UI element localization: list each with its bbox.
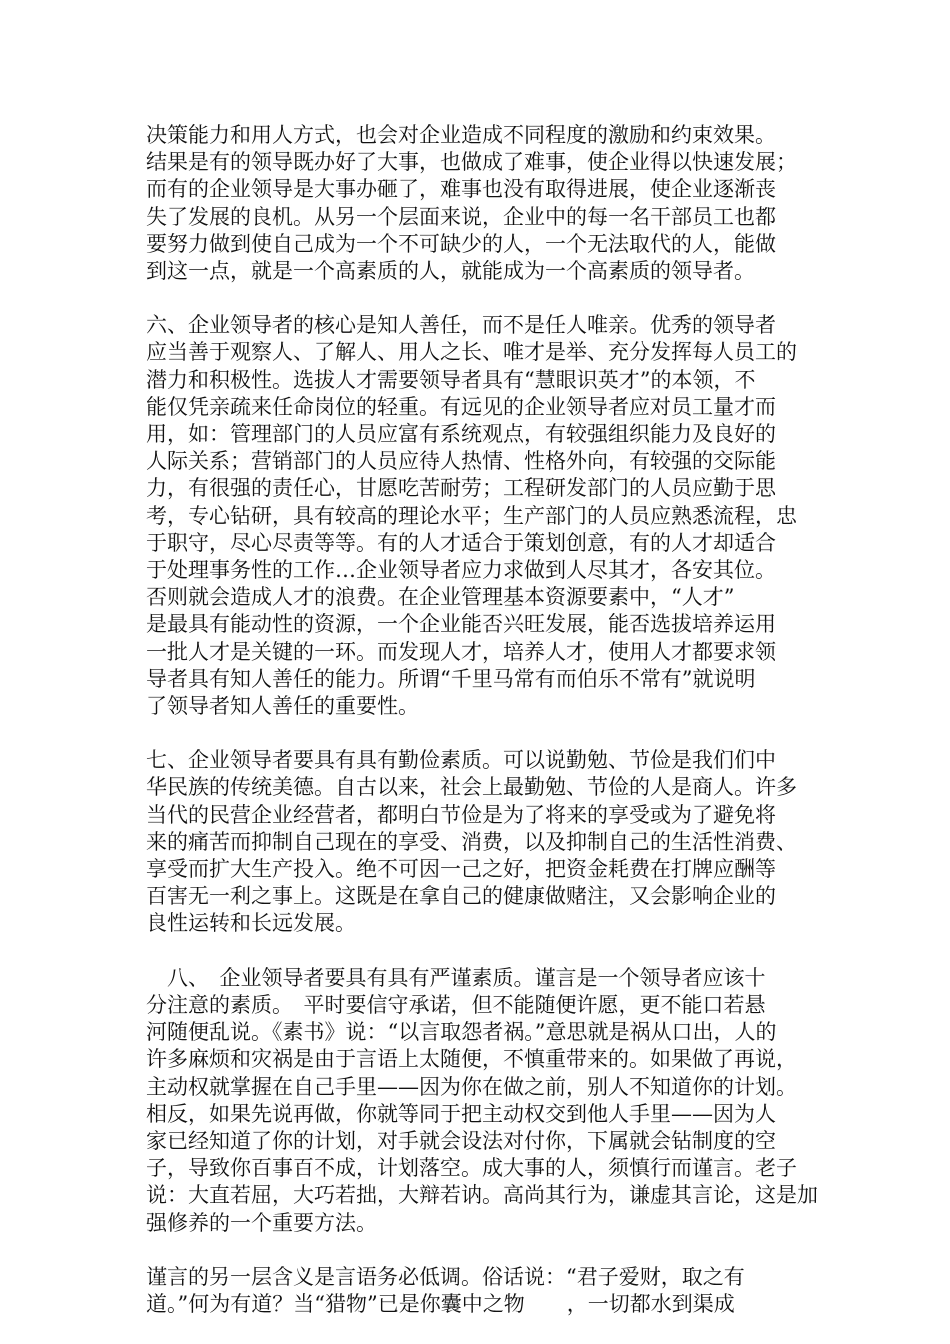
text-line: 主动权就掌握在自己手里——因为你在做之前，别人不知道你的计划。 bbox=[146, 1074, 797, 1099]
text-line: 良性运转和长远发展。 bbox=[146, 911, 356, 936]
paragraph-careful-speech bbox=[146, 1264, 808, 1318]
text-line: 强修养的一个重要方法。 bbox=[146, 1210, 377, 1235]
paragraph-section-six bbox=[146, 312, 808, 720]
text-line: 许多麻烦和灾祸是由于言语上太随便，不慎重带来的。如果做了再说， bbox=[146, 1047, 797, 1072]
document-body bbox=[146, 122, 818, 1318]
text-line: 要努力做到使自己成为一个不可缺少的人，一个无法取代的人，能做 bbox=[146, 231, 776, 256]
text-line: 相反，如果先说再做，你就等同于把主动权交到他人手里——因为人 bbox=[146, 1101, 776, 1126]
text-line: 说：大直若屈，大巧若拙，大辩若讷。高尚其行为，谦虚其言论，这是加 bbox=[146, 1183, 818, 1208]
paragraph-section-eight bbox=[146, 965, 818, 1237]
text-line: 考，专心钻研，具有较高的理论水平；生产部门的人员应熟悉流程，忠 bbox=[146, 503, 797, 528]
paragraph-decision-ability bbox=[146, 122, 808, 285]
text-line: 了领导者知人善任的重要性。 bbox=[146, 694, 419, 719]
text-line: 于职守，尽心尽责等等。有的人才适合于策划创意，有的人才却适合 bbox=[146, 530, 776, 555]
text-line: 人际关系；营销部门的人员应待人热情、性格外向，有较强的交际能 bbox=[146, 449, 776, 474]
text-line: 六、企业领导者的核心是知人善任，而不是任人唯亲。优秀的领导者 bbox=[146, 313, 776, 338]
text-line: 应当善于观察人、了解人、用人之长、唯才是举、充分发挥每人员工的 bbox=[146, 340, 797, 365]
text-line: 决策能力和用人方式，也会对企业造成不同程度的激励和约束效果。 bbox=[146, 123, 776, 147]
paragraph-spacer bbox=[146, 285, 808, 312]
text-line: 一批人才是关键的一环。而发现人才，培养人才，使用人才都要求领 bbox=[146, 639, 776, 664]
text-line: 来的痛苦而抑制自己现在的享受、消费，以及抑制自己的生活性消费、 bbox=[146, 829, 797, 854]
text-line: 当代的民营企业经营者，都明白节俭是为了将来的享受或为了避免将 bbox=[146, 802, 776, 827]
text-line: 到这一点，就是一个高素质的人，就能成为一个高素质的领导者。 bbox=[146, 259, 755, 284]
text-line: 七、企业领导者要具有具有勤俭素质。可以说勤勉、节俭是我们们中 bbox=[146, 748, 776, 773]
text-line: 结果是有的领导既办好了大事，也做成了难事，使企业得以快速发展； bbox=[146, 150, 797, 175]
text-line: 而有的企业领导是大事办砸了，难事也没有取得进展，使企业逐渐丧 bbox=[146, 177, 776, 202]
text-line: 谨言的另一层含义是言语务必低调。俗话说：“君子爱财，取之有 bbox=[146, 1264, 745, 1289]
text-line: 能仅凭亲疏来任命岗位的轻重。有远见的企业领导者应对员工量才而 bbox=[146, 394, 776, 419]
text-line: 于处理事务性的工作…企业领导者应力求做到人尽其才，各安其位。 bbox=[146, 558, 776, 583]
text-line: 子，导致你百事百不成，计划落空。成大事的人，须慎行而谨言。老子 bbox=[146, 1156, 797, 1181]
paragraph-spacer bbox=[146, 938, 808, 965]
text-line: 华民族的传统美德。自古以来，社会上最勤勉、节俭的人是商人。许多 bbox=[146, 775, 797, 800]
paragraph-spacer bbox=[146, 1237, 808, 1264]
text-line: 潜力和积极性。选拔人才需要领导者具有“慧眼识英才”的本领，不 bbox=[146, 367, 756, 392]
text-line: 道。”何为有道？当“猎物”已是你囊中之物 ，一切都水到渠成 bbox=[146, 1291, 735, 1316]
text-line: 百害无一利之事上。这既是在拿自己的健康做赌注，又会影响企业的 bbox=[146, 884, 776, 909]
text-line: 家已经知道了你的计划，对手就会设法对付你，下属就会钻制度的空 bbox=[146, 1128, 776, 1153]
paragraph-spacer bbox=[146, 720, 808, 747]
text-line: 享受而扩大生产投入。绝不可因一己之好，把资金耗费在打牌应酬等 bbox=[146, 857, 776, 882]
text-line: 否则就会造成人才的浪费。在企业管理基本资源要素中，“人才” bbox=[146, 585, 735, 610]
paragraph-section-seven bbox=[146, 747, 808, 937]
text-line: 导者具有知人善任的能力。所谓“千里马常有而伯乐不常有”就说明 bbox=[146, 666, 756, 691]
text-line: 分注意的素质。 平时要信守承诺，但不能随便许愿，更不能口若悬 bbox=[146, 992, 766, 1017]
text-line: 失了发展的良机。从另一个层面来说，企业中的每一名干部员工也都 bbox=[146, 204, 776, 229]
text-line: 是最具有能动性的资源，一个企业能否兴旺发展，能否选拔培养运用 bbox=[146, 612, 776, 637]
text-line: 用，如：管理部门的人员应富有系统观点，有较强组织能力及良好的 bbox=[146, 422, 776, 447]
text-line: 河随便乱说。《素书》说：“以言取怨者祸。”意思就是祸从口出，人的 bbox=[146, 1020, 777, 1045]
text-line: 力，有很强的责任心，甘愿吃苦耐劳；工程研发部门的人员应勤于思 bbox=[146, 476, 776, 501]
text-line: 八、 企业领导者要具有具有严谨素质。谨言是一个领导者应该十 bbox=[146, 965, 766, 990]
